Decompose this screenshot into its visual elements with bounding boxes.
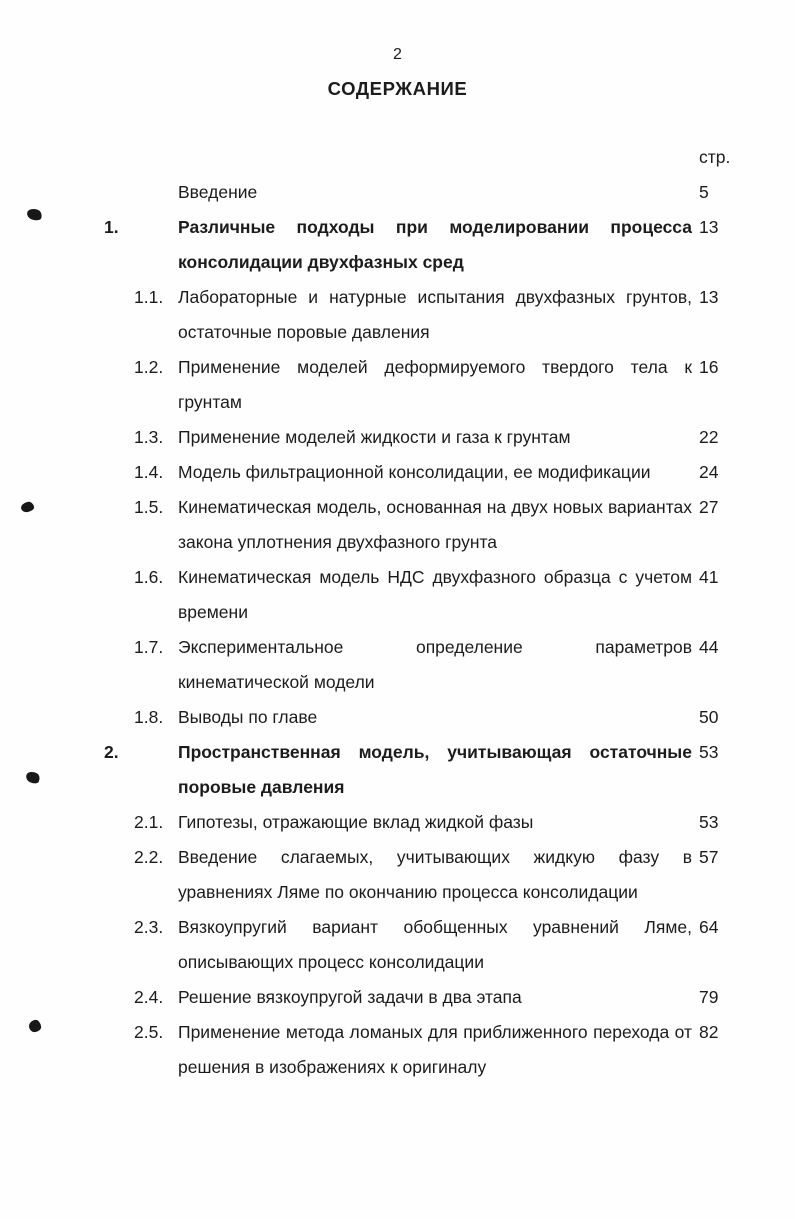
toc-entry-number: 1.7.: [134, 637, 164, 657]
toc-entry: [104, 735, 737, 805]
toc-entry: [104, 700, 737, 735]
toc-entry-page: 53: [699, 742, 719, 762]
toc-entry: [104, 630, 737, 700]
toc-entry-page: 82: [699, 1022, 719, 1042]
toc-entry-page: 53: [699, 812, 719, 832]
toc-entry-number: 1.6.: [134, 567, 164, 587]
toc-entry-title: Выводы по главе: [178, 707, 318, 727]
toc-entry-title: Применение моделей деформируемого твердого тела к грунтам: [178, 357, 692, 412]
toc-entry-page: 79: [699, 987, 719, 1007]
toc-entry-page: 16: [699, 357, 719, 377]
toc-entry: [104, 980, 737, 1015]
page-column-header: стр.: [699, 147, 731, 167]
toc-entry: [104, 280, 737, 350]
toc-entry-page: 57: [699, 847, 719, 867]
toc-entry-number: 2.2.: [134, 847, 164, 867]
toc-entry: [104, 805, 737, 840]
toc-entry-title: Экспериментальное определение параметров кинематической модели: [178, 637, 692, 692]
toc-entry-title: Кинематическая модель, основанная на двух новых вариантах закона уплотнения двухфазного грунта: [178, 497, 692, 552]
toc-entry-title: Применение метода ломаных для приближенного перехода от решения в изображениях к оригиналу: [178, 1022, 692, 1077]
toc-entry-title: Модель фильтрационной консолидации, ее модификации: [178, 462, 651, 482]
toc-entry-number: 1.5.: [134, 497, 164, 517]
toc-entry-title: Введение слагаемых, учитывающих жидкую фазу в уравнениях Ляме по окончанию процесса консолидации: [178, 847, 692, 902]
toc-entry-page: 22: [699, 427, 719, 447]
toc-entry-title: Применение моделей жидкости и газа к грунтам: [178, 427, 571, 447]
toc-entry-number: 1.3.: [134, 427, 164, 447]
toc-entry-title: Пространственная модель, учитывающая остаточные поровые давления: [178, 742, 692, 797]
toc-entry-title: Решение вязкоупругой задачи в два этапа: [178, 987, 522, 1007]
toc-entry: [104, 1015, 737, 1085]
toc-entry-page: 64: [699, 917, 719, 937]
toc-entry-number: 1.8.: [134, 707, 164, 727]
toc-entry: [104, 455, 737, 490]
page-title: СОДЕРЖАНИЕ: [327, 78, 468, 99]
toc-entry-page: 5: [699, 182, 709, 202]
toc-entry-page: 13: [699, 217, 719, 237]
toc-entry-page: 50: [699, 707, 719, 727]
toc-entry-page: 44: [699, 637, 719, 657]
toc-entry: [104, 350, 737, 420]
toc-entry: [104, 560, 737, 630]
toc-entry-title: Гипотезы, отражающие вклад жидкой фазы: [178, 812, 534, 832]
toc-entry-number: 2.: [104, 742, 119, 762]
toc-entry-number: 1.4.: [134, 462, 164, 482]
toc-entry-title: Вязкоупругий вариант обобщенных уравнений Ляме, описывающих процесс консолидации: [178, 917, 692, 972]
table-of-contents: [0, 140, 795, 1085]
toc-entry: [104, 840, 737, 910]
toc-entry-title: Лабораторные и натурные испытания двухфазных грунтов, остаточные поровые давления: [178, 287, 692, 342]
toc-entry: [104, 910, 737, 980]
toc-entry-number: 2.4.: [134, 987, 164, 1007]
toc-header-row: [104, 140, 737, 175]
toc-entry-page: 24: [699, 462, 719, 482]
toc-entry-number: 1.: [104, 217, 119, 237]
toc-entry-title: Введение: [178, 182, 258, 202]
toc-entry-number: 1.2.: [134, 357, 164, 377]
toc-entry-title: Кинематическая модель НДС двухфазного образца с учетом времени: [178, 567, 692, 622]
toc-entry-title: Различные подходы при моделировании процесса консолидации двухфазных сред: [178, 217, 692, 272]
page-number: 2: [393, 46, 402, 63]
toc-entry: [104, 420, 737, 455]
toc-entry: [104, 490, 737, 560]
toc-entry-number: 1.1.: [134, 287, 164, 307]
toc-entry-number: 2.5.: [134, 1022, 164, 1042]
toc-entry-number: 2.3.: [134, 917, 164, 937]
toc-entry-page: 41: [699, 567, 719, 587]
toc-entry-page: 27: [699, 497, 719, 517]
toc-entry: [104, 175, 737, 210]
toc-entry-page: 13: [699, 287, 719, 307]
toc-entry-number: 2.1.: [134, 812, 164, 832]
toc-entry: [104, 210, 737, 280]
